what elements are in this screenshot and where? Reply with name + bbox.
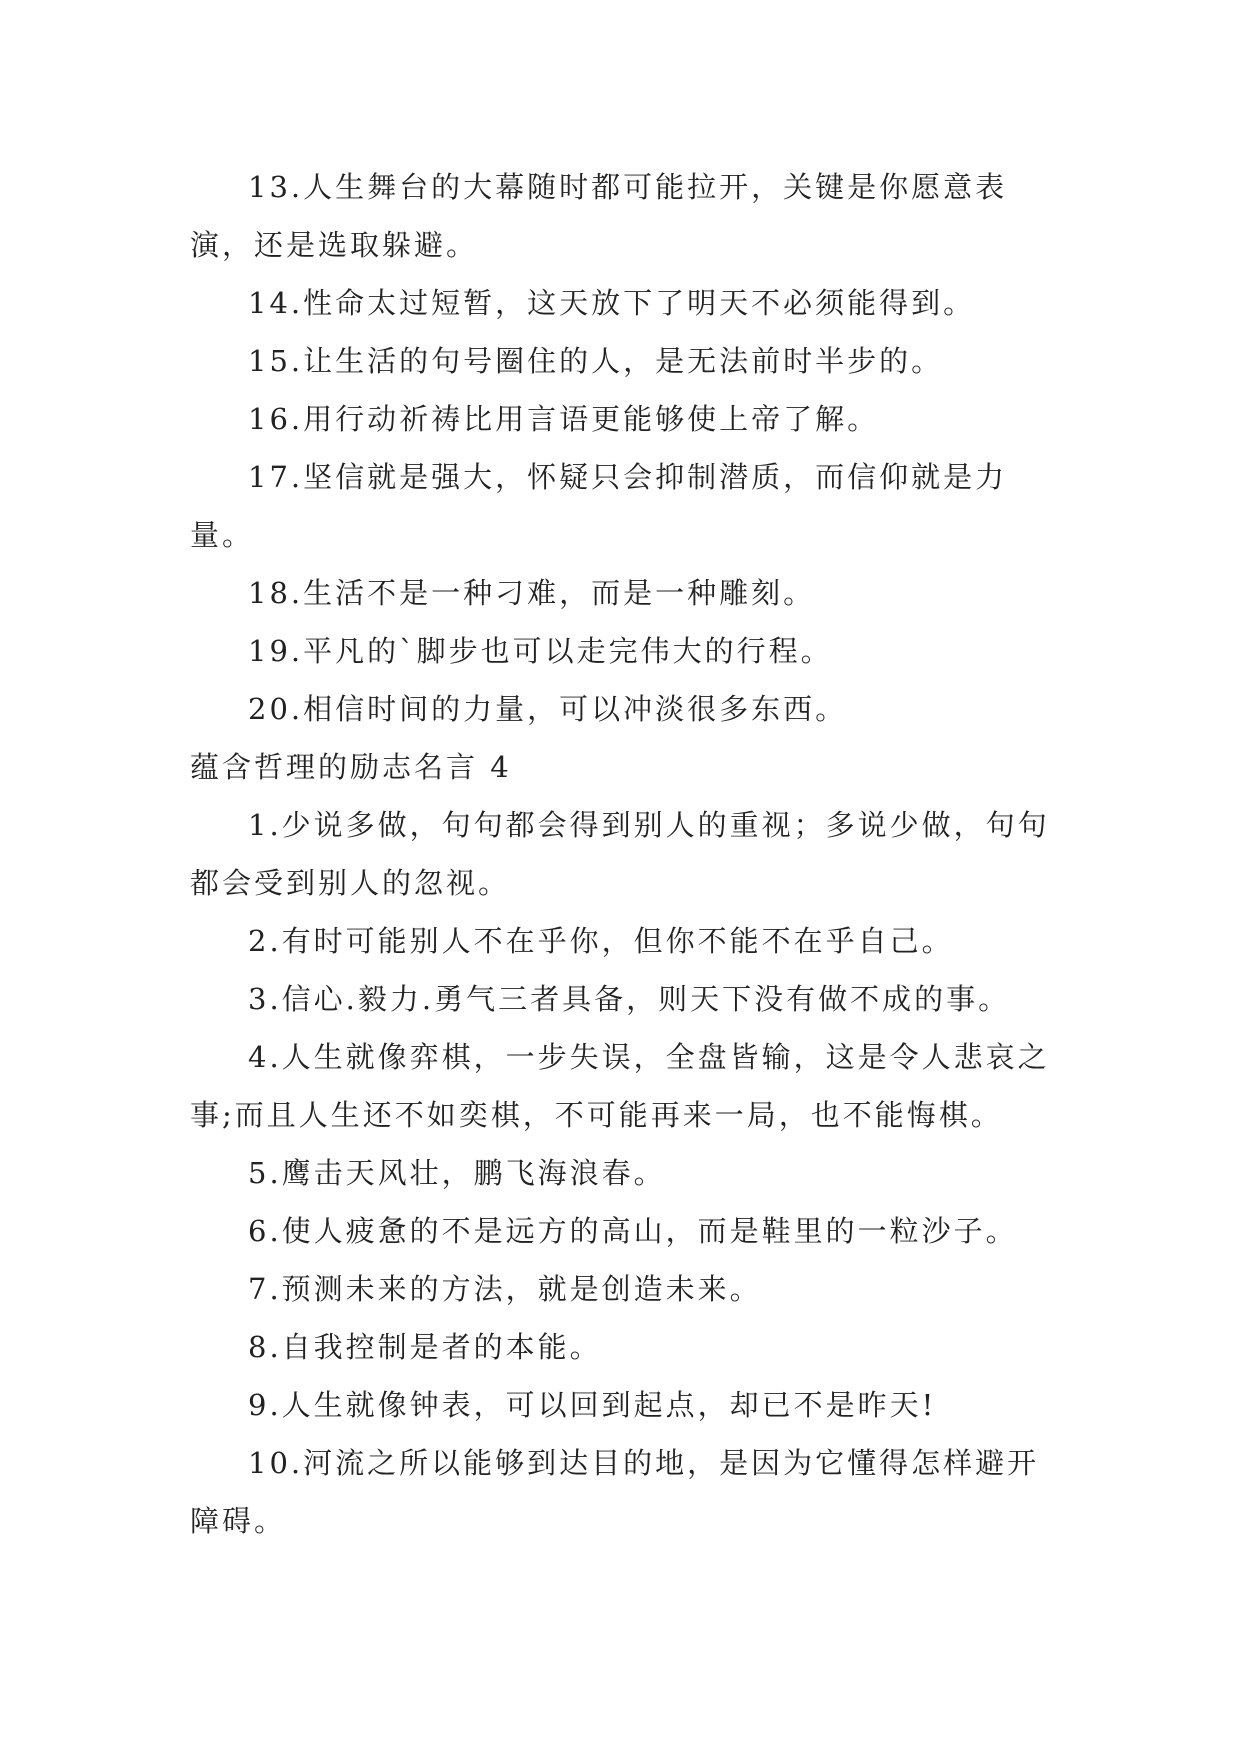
quote-4: 4.人生就像弈棋，一步失误，全盘皆输，这是令人悲哀之事;而且人生还不如奕棋，不可能再来一局，也不能悔棋。 xyxy=(190,1040,1050,1132)
quote-9: 9.人生就像钟表，可以回到起点，却已不是昨天! xyxy=(248,1388,937,1422)
quote-5: 5.鹰击天风壮，鹏飞海浪春。 xyxy=(248,1156,666,1190)
quote-16: 16.用行动祈祷比用言语更能够使上帝了解。 xyxy=(248,402,880,436)
quote-18: 18.生活不是一种刁难，而是一种雕刻。 xyxy=(248,576,816,610)
quote-20: 20.相信时间的力量，可以冲淡很多东西。 xyxy=(248,692,848,726)
quote-8: 8.自我控制是者的本能。 xyxy=(248,1330,602,1364)
quote-13: 13.人生舞台的大幕随时都可能拉开，关键是你愿意表演，还是选取躲避。 xyxy=(190,170,1008,262)
quote-14: 14.性命太过短暂，这天放下了明天不必须能得到。 xyxy=(248,286,976,320)
quote-7: 7.预测未来的方法，就是创造未来。 xyxy=(248,1272,762,1306)
quote-6: 6.使人疲惫的不是远方的高山，而是鞋里的一粒沙子。 xyxy=(248,1214,1018,1248)
quote-2: 2.有时可能别人不在乎你，但你不能不在乎自己。 xyxy=(248,924,954,958)
quote-15: 15.让生活的句号圈住的人，是无法前时半步的。 xyxy=(248,344,944,378)
quote-10: 10.河流之所以能够到达目的地，是因为它懂得怎样避开障碍。 xyxy=(190,1446,1040,1538)
quote-3: 3.信心.毅力.勇气三者具备，则天下没有做不成的事。 xyxy=(248,982,1011,1016)
quote-1: 1.少说多做，句句都会得到别人的重视；多说少做，句句都会受到别人的忽视。 xyxy=(190,808,1050,900)
quote-17: 17.坚信就是强大，怀疑只会抑制潜质，而信仰就是力量。 xyxy=(190,460,1008,552)
quote-19: 19.平凡的`脚步也可以走完伟大的行程。 xyxy=(248,634,833,668)
document-body xyxy=(190,158,1050,1550)
section-heading: 蕴含哲理的励志名言 4 xyxy=(190,750,512,784)
